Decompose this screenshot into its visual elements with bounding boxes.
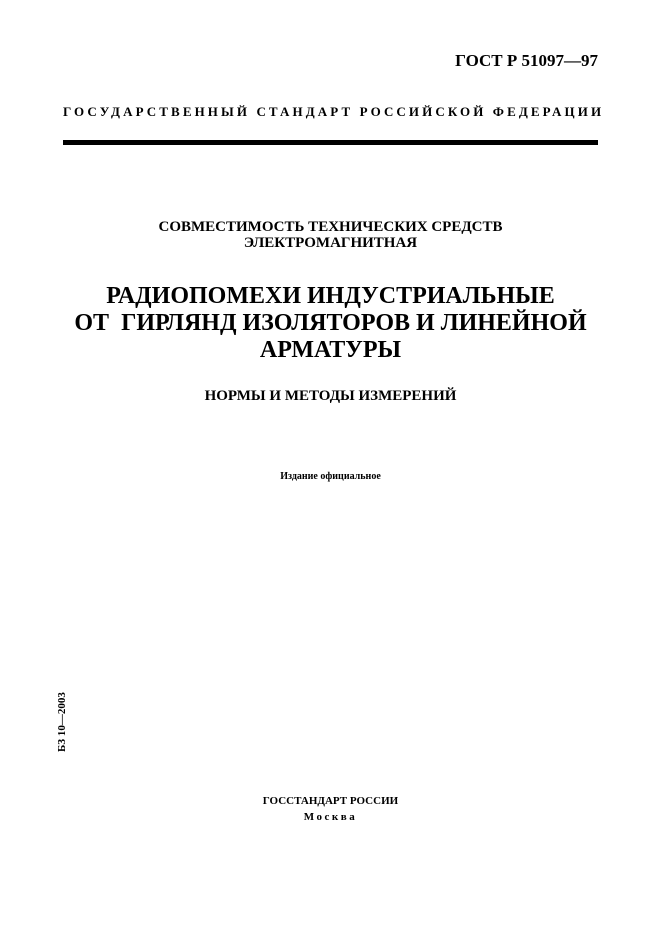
side-note: БЗ 10—2003 xyxy=(56,692,68,752)
main-title-line: АРМАТУРЫ xyxy=(259,337,402,363)
divider-bar xyxy=(63,140,598,145)
publisher-name: ГОССТАНДАРТ РОССИИ xyxy=(262,795,399,807)
main-title-line: ОТ ГИРЛЯНД ИЗОЛЯТОРОВ И ЛИНЕЙНОЙ xyxy=(74,310,587,336)
title-group xyxy=(0,219,661,251)
edition-note: Издание официальное xyxy=(280,471,381,482)
subtitle: НОРМЫ И МЕТОДЫ ИЗМЕРЕНИЙ xyxy=(204,388,457,404)
title-group-line: ЭЛЕКТРОМАГНИТНАЯ xyxy=(243,235,418,251)
title-group-line: СОВМЕСТИМОСТЬ ТЕХНИЧЕСКИХ СРЕДСТВ xyxy=(158,219,503,235)
publisher xyxy=(0,793,661,825)
publisher-city: Москва xyxy=(303,811,358,823)
main-title-line: РАДИОПОМЕХИ ИНДУСТРИАЛЬНЫЕ xyxy=(106,283,555,309)
main-title xyxy=(0,283,661,364)
standard-code: ГОСТ Р 51097—97 xyxy=(455,51,598,70)
state-standard-heading: ГОСУДАРСТВЕННЫЙ СТАНДАРТ РОССИЙСКОЙ ФЕДЕРАЦИИ xyxy=(63,104,605,119)
